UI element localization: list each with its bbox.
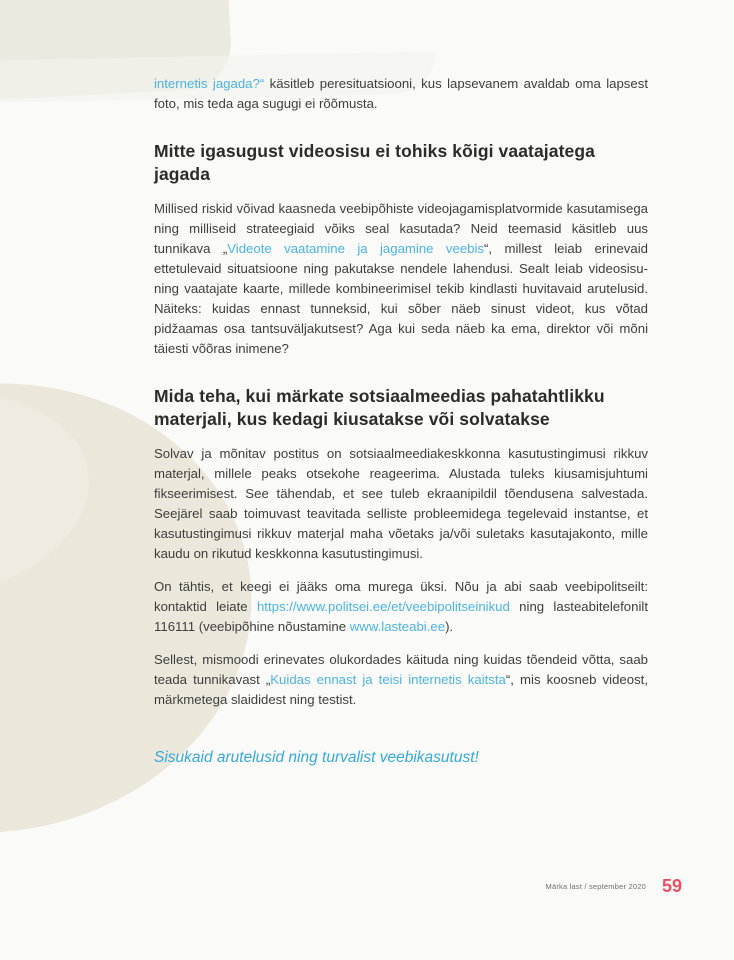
intro-paragraph [154, 74, 648, 114]
lesson-text-after: “, mis koosneb videost, märkmetega slaididest ning testist. [154, 672, 649, 707]
section2-paragraph-2 [154, 577, 648, 637]
help-text-before: On tähtis, et keegi ei jääks oma murega üksi. Nõu ja abi saab veebipolitseilt: kontaktid leiate [154, 579, 648, 614]
footer-issue-label: Märka last / september 2020 [545, 882, 646, 891]
tunnikava-videote-link[interactable]: Videote vaatamine ja jagamine veebis [227, 241, 485, 256]
section1-text-after: “, millest leiab erinevaid ettetulevaid situatsioone ning pakutakse nendele lahendusi. Sealt leiab videosisu- ning vaatajate kaarte, millede kombineerimisel tekib kindlasti huvitavaid arutelusid. Näiteks: kuidas ennast tunneksid, kui sõber näeb sinust videot, kus võtad pidžaamas osa tantsuväljakutsest? Aga kui seda näeb ka ema, direktor või mõni täiesti võõras inimene? [154, 241, 648, 356]
intro-text: käsitleb peresituatsiooni, kus lapsevanem avaldab oma lapsest foto, mis teda aga sugugi ei rõõmusta. [154, 76, 648, 111]
page-footer [546, 876, 682, 897]
section1-paragraph [154, 199, 648, 359]
intro-link[interactable]: internetis jagada?“ [154, 76, 265, 91]
section2-heading: Mida teha, kui märkate sotsiaalmeedias pahatahtlikku materjali, kus kedagi kiusatakse või solvatakse [154, 386, 605, 429]
politsei-url-link[interactable]: https://www.politsei.ee/et/veebipolitseinikud [256, 599, 510, 614]
page-number: 59 [661, 876, 682, 896]
lesson-text-before: Sellest, mismoodi erinevates olukordades käituda ning kuidas tõendeid võtta, saab teada tunnikavast „ [154, 652, 648, 687]
section2-paragraph-3 [154, 650, 648, 710]
lasteabi-url-link[interactable]: www.lasteabi.ee [349, 619, 446, 634]
closing-wish-line: Sisukaid arutelusid ning turvalist veebikasutust! [154, 749, 479, 766]
help-text-between: ning lasteabitelefonilt 116111 (veebipõhine nõustamine [154, 599, 648, 634]
article-content [154, 74, 648, 768]
section1-heading: Mitte igasugust videosisu ei tohiks kõigi vaatajatega jagada [154, 141, 595, 184]
section2-paragraph-1: Solvav ja mõnitav postitus on sotsiaalmeediakeskkonna kasutustingimusi rikkuv materjal, millele peaks otsekohe reageerima. Alustada tuleks kiusamisjuhtumi fikseerimisest. See tähendab, et see tuleb ekraanipildil tõendusena salvestada. Seejärel saab toimuvast teavitada selliste probleemidega tegelevaid instantse, et kasutustingimusi rikkuv materjal maha võetaks ja/või suletaks kasutajakonto, mille kaudu on rikutud keskkonna kasutustingimusi. [154, 446, 648, 561]
tunnikava-kaitse-link[interactable]: Kuidas ennast ja teisi internetis kaitsta [270, 672, 506, 687]
section1-text-before: Millised riskid võivad kaasneda veebipõhiste videojagamisplatvormide kasutamisega ning milliseid strateegiaid võiks seal kasutada? Neid teemasid käsitleb uus tunnikava „ [154, 201, 648, 256]
help-text-after: ). [445, 619, 454, 634]
